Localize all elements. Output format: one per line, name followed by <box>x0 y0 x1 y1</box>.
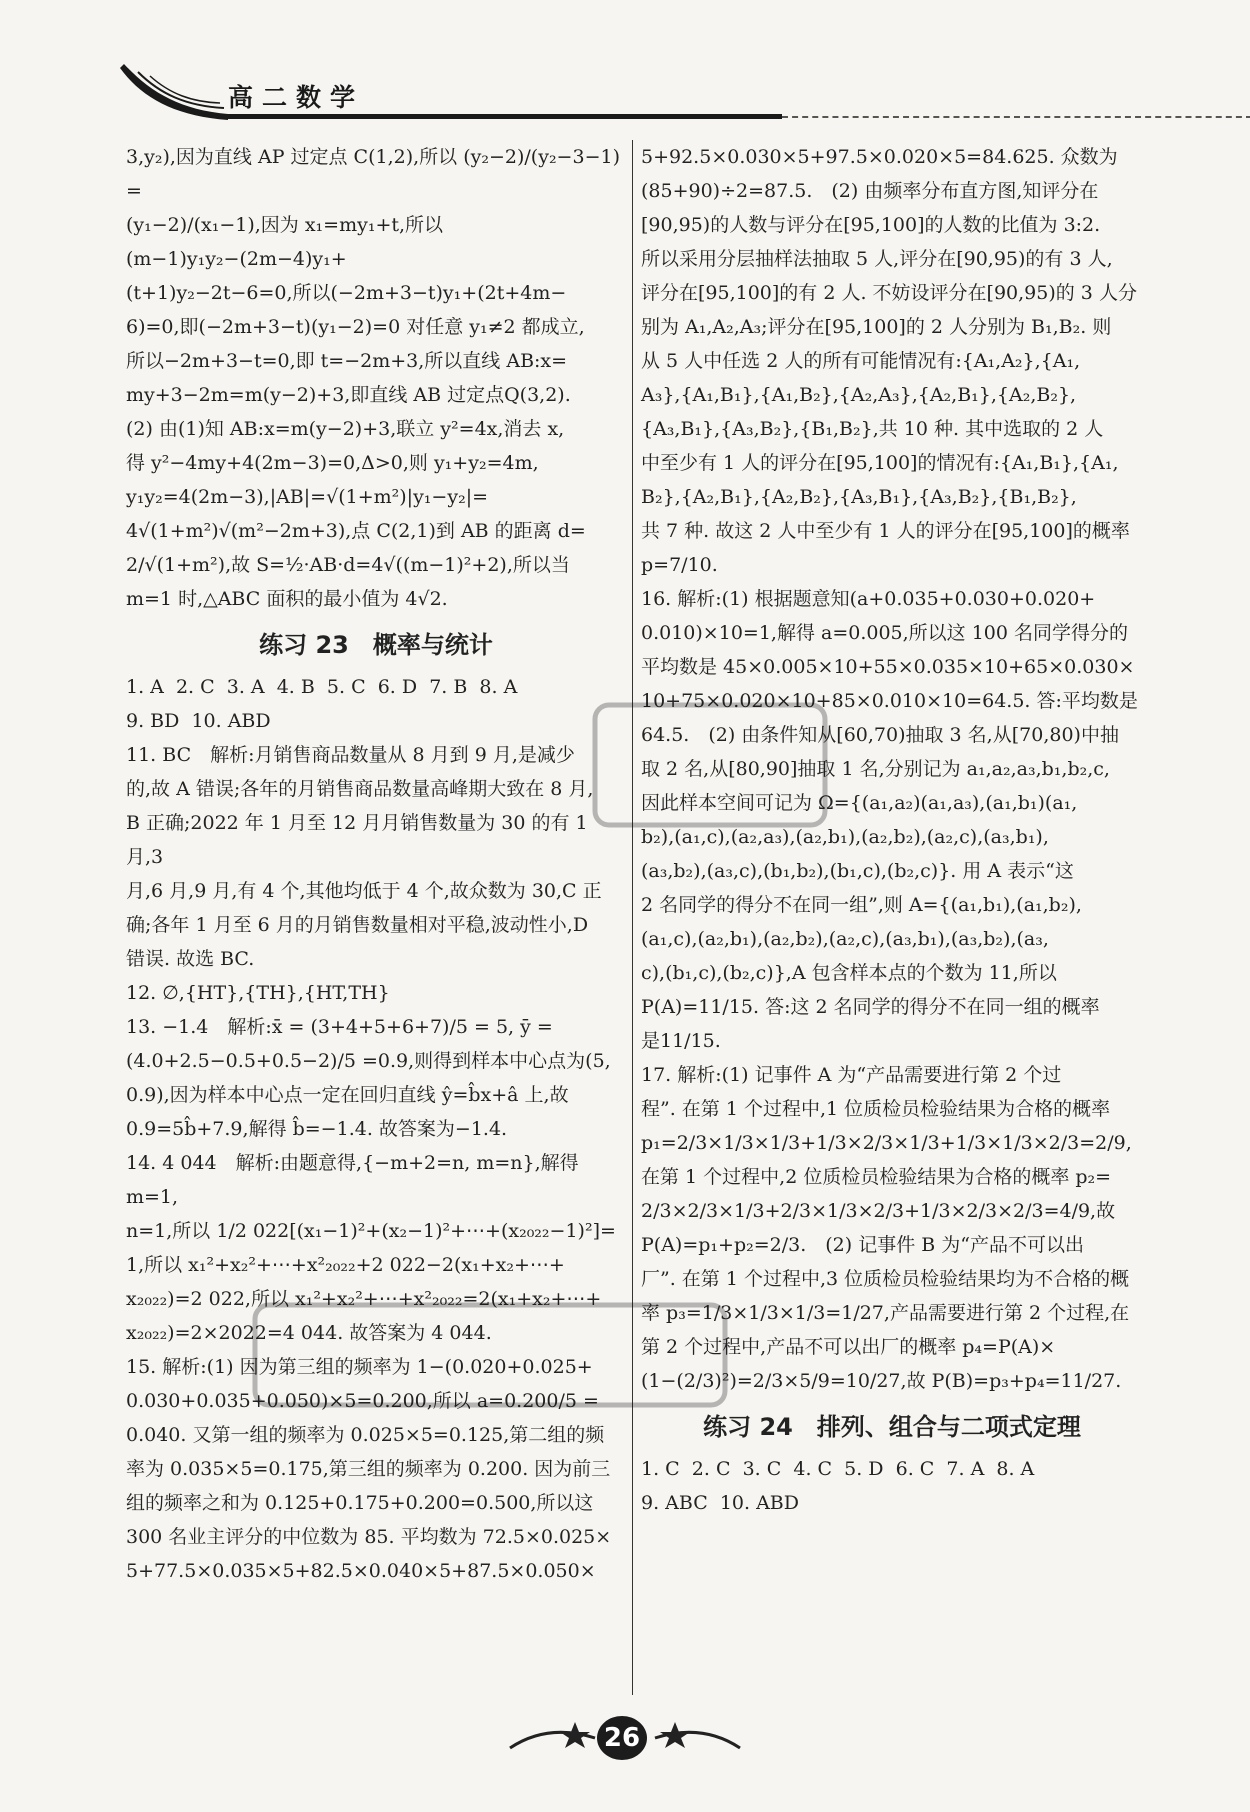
text-line: (4.0+2.5−0.5+0.5−2)/5 =0.9,则得到样本中心点为(5, <box>126 1050 611 1072</box>
text-line: 在第 1 个过程中,2 位质检员检验结果为合格的概率 p₂= <box>641 1166 1112 1188</box>
section-title-23: 练习 23 概率与统计 <box>259 631 493 659</box>
text-line: 平均数是 45×0.005×10+55×0.035×10+65×0.030× <box>641 656 1135 678</box>
text-line: 从 5 人中任选 2 人的所有可能情况有:{A₁,A₂},{A₁, <box>641 350 1081 372</box>
question-15 <box>126 1350 626 1588</box>
text-line: 组的频率之和为 0.125+0.175+0.200=0.500,所以这 <box>126 1492 594 1514</box>
text-line: my+3−2m=m(y−2)+3,即直线 AB 过定点Q(3,2). <box>126 384 571 406</box>
text-line: 16. 解析:(1) 根据题意知(a+0.035+0.030+0.020+ <box>641 588 1096 610</box>
question-14 <box>126 1146 626 1350</box>
left-column <box>126 140 626 1588</box>
text-line: {A₃,B₁},{A₃,B₂},{B₁,B₂},共 10 种. 其中选取的 2 人 <box>641 418 1104 440</box>
text-line: 5+92.5×0.030×5+97.5×0.020×5=84.625. 众数为 <box>641 146 1118 168</box>
text-line: 率 p₃=1/3×1/3×1/3=1/27,产品需要进行第 2 个过程,在 <box>641 1302 1130 1324</box>
header-swoosh-icon <box>120 62 230 120</box>
text-line: 得 y²−4my+4(2m−3)=0,Δ>0,则 y₁+y₂=4m, <box>126 452 539 474</box>
question-12 <box>126 976 626 1010</box>
text-line: (t+1)y₂−2t−6=0,所以(−2m+3−t)y₁+(2t+4m− <box>126 282 567 304</box>
text-line: (85+90)÷2=87.5. (2) 由频率分布直方图,知评分在 <box>641 180 1099 202</box>
text-line: 14. 4 044 解析:由题意得,{−m+2=n, m=n},解得 m=1, <box>126 1152 585 1208</box>
answer-line: 1. C 2. C 3. C 4. C 5. D 6. C 7. A 8. A <box>641 1458 1035 1480</box>
text-line: 300 名业主评分的中位数为 85. 平均数为 72.5×0.025× <box>126 1526 612 1548</box>
answers-23 <box>126 670 626 738</box>
text-line: n=1,所以 1/2 022[(x₁−1)²+(x₂−1)²+⋯+(x₂₀₂₂−1)²]= <box>126 1220 616 1242</box>
text-line: (1−(2/3)²)=2/3×5/9=10/27,故 P(B)=p₃+p₄=11/27. <box>641 1370 1122 1392</box>
text-line: 0.9=5b̂+7.9,解得 b̂=−1.4. 故答案为−1.4. <box>126 1118 508 1140</box>
answers-24 <box>641 1452 1143 1520</box>
text-line: 因此样本空间可记为 Ω={(a₁,a₂)(a₁,a₃),(a₁,b₁)(a₁, <box>641 792 1078 814</box>
q15-continuation <box>641 140 1143 582</box>
section-title-24: 练习 24 排列、组合与二项式定理 <box>703 1413 1081 1441</box>
right-column <box>641 140 1143 1520</box>
text-line: 率为 0.035×5=0.175,第三组的频率为 0.200. 因为前三 <box>126 1458 611 1480</box>
text-line: 共 7 种. 故这 2 人中至少有 1 人的评分在[95,100]的概率 <box>641 520 1130 542</box>
text-line: P(A)=p₁+p₂=2/3. (2) 记事件 B 为“产品不可以出 <box>641 1234 1084 1256</box>
text-line: 11. BC 解析:月销售商品数量从 8 月到 9 月,是减少 <box>126 744 575 766</box>
text-line: p=7/10. <box>641 554 718 576</box>
text-line: 评分在[95,100]的有 2 人. 不妨设评分在[90,95)的 3 人分 <box>641 282 1137 304</box>
text-line: B₂},{A₂,B₁},{A₂,B₂},{A₃,B₁},{A₃,B₂},{B₁,B₂}, <box>641 486 1077 508</box>
text-line: 是11/15. <box>641 1030 721 1052</box>
text-line: 6)=0,即(−2m+3−t)(y₁−2)=0 对任意 y₁≠2 都成立, <box>126 316 585 338</box>
column-divider <box>632 140 633 1695</box>
question-17 <box>641 1058 1143 1398</box>
text-line: x₂₀₂₂)=2×2022=4 044. 故答案为 4 044. <box>126 1322 492 1344</box>
text-line: 所以−2m+3−t=0,即 t=−2m+3,所以直线 AB:x= <box>126 350 568 372</box>
text-line: (a₁,c),(a₂,b₁),(a₂,b₂),(a₂,c),(a₃,b₁),(a₃,b₂),(a₃, <box>641 928 1049 950</box>
text-line: A₃},{A₁,B₁},{A₁,B₂},{A₂,A₃},{A₂,B₁},{A₂,B₂}, <box>641 384 1077 406</box>
text-line: B 正确;2022 年 1 月至 12 月月销售数量为 30 的有 1 月,3 <box>126 812 594 868</box>
text-line: 4√(1+m²)√(m²−2m+3),点 C(2,1)到 AB 的距离 d= <box>126 520 586 542</box>
page-header <box>120 62 1130 122</box>
text-line: 2 名同学的得分不在同一组”,则 A={(a₁,b₁),(a₁,b₂), <box>641 894 1082 916</box>
text-line: 64.5. (2) 由条件知从[60,70)抽取 3 名,从[70,80)中抽 <box>641 724 1119 746</box>
text-line: 厂”. 在第 1 个过程中,3 位质检员检验结果均为不合格的概 <box>641 1268 1130 1290</box>
text-line: P(A)=11/15. 答:这 2 名同学的得分不在同一组的概率 <box>641 996 1100 1018</box>
page-number: 26 <box>597 1716 647 1760</box>
text-line: c),(b₁,c),(b₂,c)},A 包含样本点的个数为 11,所以 <box>641 962 1057 984</box>
text-line: 10+75×0.020×10+85×0.010×10=64.5. 答:平均数是 <box>641 690 1138 712</box>
text-line: 2/3×2/3×1/3+2/3×1/3×2/3+1/3×2/3×2/3=4/9,故 <box>641 1200 1116 1222</box>
text-line: b₂),(a₁,c),(a₂,a₃),(a₂,b₁),(a₂,b₂),(a₂,c),(a₃,b₁), <box>641 826 1049 848</box>
page-footer <box>500 1708 750 1768</box>
text-line: 错误. 故选 BC. <box>126 948 255 970</box>
answer-line: 9. ABC 10. ABD <box>641 1492 799 1514</box>
text-line: 5+77.5×0.035×5+82.5×0.040×5+87.5×0.050× <box>126 1560 596 1582</box>
text-line: m=1 时,△ABC 面积的最小值为 4√2. <box>126 588 448 610</box>
text-line: y₁y₂=4(2m−3),|AB|=√(1+m²)|y₁−y₂|= <box>126 486 489 508</box>
text-line: 取 2 名,从[80,90]抽取 1 名,分别记为 a₁,a₂,a₃,b₁,b₂,c, <box>641 758 1110 780</box>
text-line: 确;各年 1 月至 6 月的月销售数量相对平稳,波动性小,D <box>126 914 589 936</box>
header-rule <box>220 114 782 119</box>
text-line: 0.9),因为样本中心点一定在回归直线 ŷ=b̂x+â 上,故 <box>126 1084 569 1106</box>
header-dashed-rule <box>782 116 1250 118</box>
text-line: (2) 由(1)知 AB:x=m(y−2)+3,联立 y²=4x,消去 x, <box>126 418 565 440</box>
text-line: 13. −1.4 解析:x̄ = (3+4+5+6+7)/5 = 5, ȳ = <box>126 1016 553 1038</box>
q-continuation <box>126 140 626 616</box>
text-line: 0.030+0.035+0.050)×5=0.200,所以 a=0.200/5 = <box>126 1390 599 1412</box>
text-line: 0.010)×10=1,解得 a=0.005,所以这 100 名同学得分的 <box>641 622 1129 644</box>
text-line: 所以采用分层抽样法抽取 5 人,评分在[90,95)的有 3 人, <box>641 248 1113 270</box>
text-line: 程”. 在第 1 个过程中,1 位质检员检验结果为合格的概率 <box>641 1098 1111 1120</box>
question-13 <box>126 1010 626 1146</box>
text-line: p₁=2/3×1/3×1/3+1/3×2/3×1/3+1/3×1/3×2/3=2/9, <box>641 1132 1132 1154</box>
text-line: (a₃,b₂),(a₃,c),(b₁,b₂),(b₁,c),(b₂,c)}. 用 A 表示“这 <box>641 860 1074 882</box>
question-11 <box>126 738 626 976</box>
text-line: 第 2 个过程中,产品不可以出厂的概率 p₄=P(A)× <box>641 1336 1056 1358</box>
answer-line: 1. A 2. C 3. A 4. B 5. C 6. D 7. B 8. A <box>126 676 518 698</box>
text-line: (y₁−2)/(x₁−1),因为 x₁=my₁+t,所以(m−1)y₁y₂−(2m−4)y₁+ <box>126 214 444 270</box>
text-line: 15. 解析:(1) 因为第三组的频率为 1−(0.020+0.025+ <box>126 1356 593 1378</box>
text-line: 0.040. 又第一组的频率为 0.025×5=0.125,第二组的频 <box>126 1424 605 1446</box>
book-title: 高二数学 <box>228 83 365 112</box>
text-line: 月,6 月,9 月,有 4 个,其他均低于 4 个,故众数为 30,C 正 <box>126 880 602 902</box>
text-line: 1,所以 x₁²+x₂²+⋯+x²₂₀₂₂+2 022−2(x₁+x₂+⋯+ <box>126 1254 565 1276</box>
text-line: 17. 解析:(1) 记事件 A 为“产品需要进行第 2 个过 <box>641 1064 1062 1086</box>
question-16 <box>641 582 1143 1058</box>
text-line: 2/√(1+m²),故 S=½·AB·d=4√((m−1)²+2),所以当 <box>126 554 570 576</box>
text-line: [90,95)的人数与评分在[95,100]的人数的比值为 3:2. <box>641 214 1101 236</box>
text-line: 中至少有 1 人的评分在[95,100]的情况有:{A₁,B₁},{A₁, <box>641 452 1119 474</box>
question-12-text: 12. ∅,{HT},{TH},{HT,TH} <box>126 982 390 1004</box>
text-line: 3,y₂),因为直线 AP 过定点 C(1,2),所以 (y₂−2)/(y₂−3−1) = <box>126 146 627 202</box>
text-line: 别为 A₁,A₂,A₃;评分在[95,100]的 2 人分别为 B₁,B₂. 则 <box>641 316 1112 338</box>
text-line: 的,故 A 错误;各年的月销售商品数量高峰期大致在 8 月, <box>126 778 594 800</box>
text-line: x₂₀₂₂)=2 022,所以 x₁²+x₂²+⋯+x²₂₀₂₂=2(x₁+x₂+⋯+ <box>126 1288 602 1310</box>
answer-line: 9. BD 10. ABD <box>126 710 271 732</box>
